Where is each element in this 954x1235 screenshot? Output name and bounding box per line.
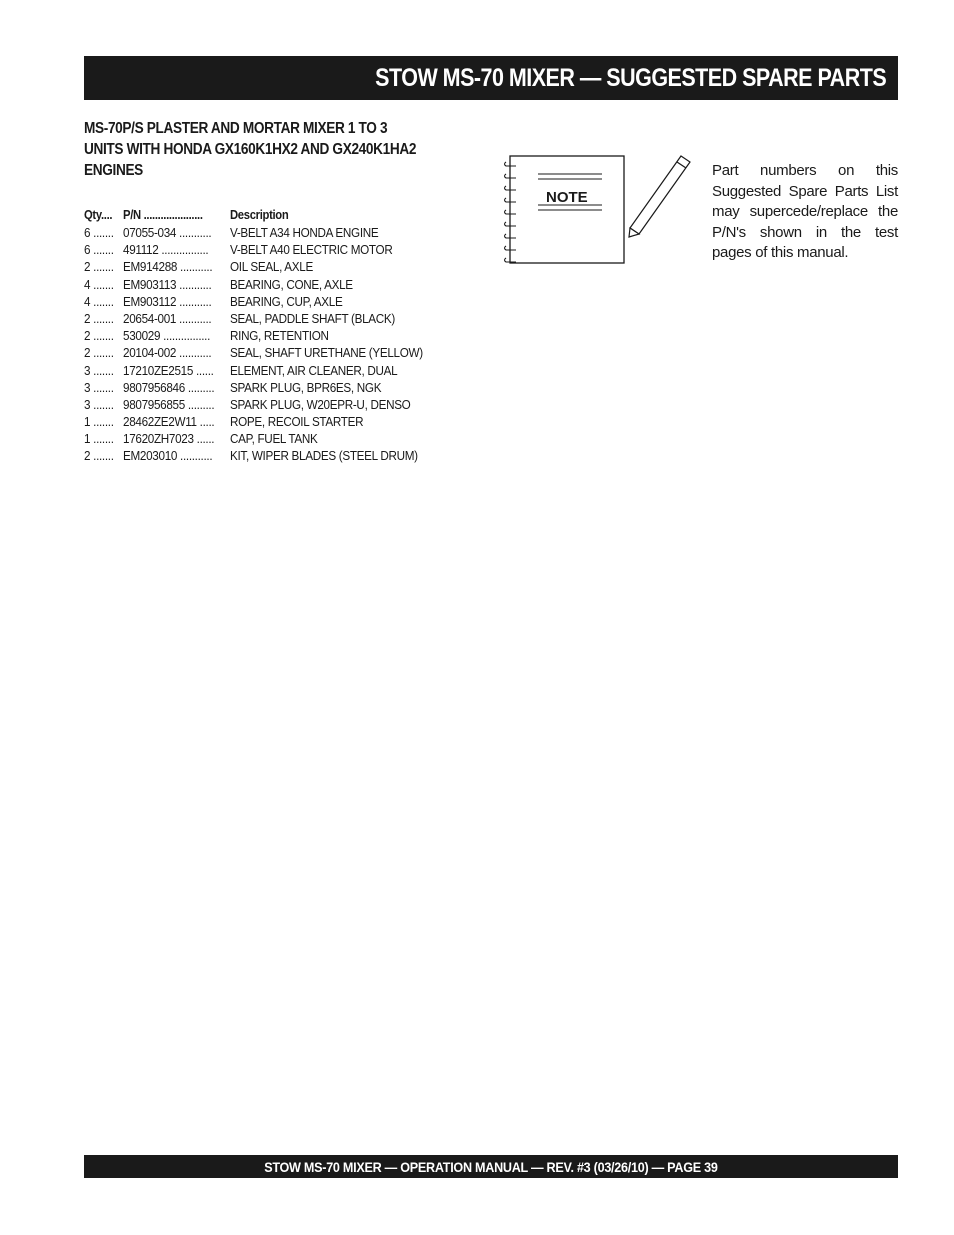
parts-list-row bbox=[84, 327, 464, 344]
part-description: BEARING, CUP, AXLE bbox=[230, 293, 343, 309]
part-description: CAP, FUEL TANK bbox=[230, 431, 318, 447]
part-description: RING, RETENTION bbox=[230, 328, 329, 344]
part-number: 17620ZH7023 ...... bbox=[123, 431, 215, 447]
parts-list-row bbox=[84, 310, 464, 327]
part-number: 491112 ................ bbox=[123, 242, 209, 258]
parts-list-header bbox=[84, 206, 464, 224]
part-number: EM903112 ........... bbox=[123, 293, 212, 309]
parts-list-row bbox=[84, 379, 464, 396]
part-qty: 2 ....... bbox=[84, 259, 114, 275]
part-description: V-BELT A34 HONDA ENGINE bbox=[230, 225, 379, 240]
part-number: 9807956846 ......... bbox=[123, 379, 215, 395]
part-number: 07055-034 ........... bbox=[123, 225, 212, 240]
part-number: EM903113 ........... bbox=[123, 276, 212, 292]
part-number: 20654-001 ........... bbox=[123, 310, 212, 326]
parts-list-row bbox=[84, 413, 464, 430]
part-number: 17210ZE2515 ...... bbox=[123, 362, 214, 378]
parts-list-row bbox=[84, 241, 464, 258]
notepad-pencil-icon bbox=[498, 148, 698, 268]
parts-list-row bbox=[84, 430, 464, 447]
part-number: 530029 ................ bbox=[123, 328, 211, 344]
description-column-header: Description bbox=[230, 208, 289, 222]
parts-list-row bbox=[84, 224, 464, 241]
part-qty: 2 ....... bbox=[84, 345, 114, 361]
part-description: ROPE, RECOIL STARTER bbox=[230, 414, 364, 430]
note-text: Part numbers on this Suggested Spare Parts List may supercede/replace the P/N's shown in the test pages of this manual. bbox=[712, 162, 898, 261]
part-qty: 3 ....... bbox=[84, 396, 114, 412]
part-qty: 6 ....... bbox=[84, 242, 114, 258]
part-qty: 4 ....... bbox=[84, 293, 114, 309]
part-qty: 3 ....... bbox=[84, 362, 114, 378]
spare-parts-list bbox=[84, 206, 464, 465]
part-description: KIT, WIPER BLADES (STEEL DRUM) bbox=[230, 448, 418, 464]
parts-list-row bbox=[84, 258, 464, 275]
part-number: 28462ZE2W11 ..... bbox=[123, 414, 215, 430]
page-title: STOW MS-70 MIXER — SUGGESTED SPARE PARTS bbox=[375, 63, 886, 92]
part-description: ELEMENT, AIR CLEANER, DUAL bbox=[230, 362, 398, 378]
parts-list-row bbox=[84, 276, 464, 293]
part-description: OIL SEAL, AXLE bbox=[230, 259, 313, 275]
part-description: SEAL, PADDLE SHAFT (BLACK) bbox=[230, 310, 395, 326]
parts-list-row bbox=[84, 362, 464, 379]
section-heading bbox=[84, 118, 484, 181]
pn-column-header: P/N ..................... bbox=[123, 208, 203, 222]
part-number: EM914288 ........... bbox=[123, 259, 213, 275]
section-heading-line-3: ENGINES bbox=[84, 162, 143, 179]
part-qty: 2 ....... bbox=[84, 448, 114, 464]
section-heading-line-2: UNITS WITH HONDA GX160K1HX2 AND GX240K1HA2 bbox=[84, 141, 417, 158]
part-description: SPARK PLUG, W20EPR-U, DENSO bbox=[230, 396, 411, 412]
part-qty: 1 ....... bbox=[84, 414, 114, 430]
parts-list-row bbox=[84, 344, 464, 361]
part-qty: 2 ....... bbox=[84, 310, 114, 326]
part-description: SPARK PLUG, BPR6ES, NGK bbox=[230, 379, 382, 395]
page-footer bbox=[84, 1155, 898, 1178]
page-title-bar bbox=[84, 56, 898, 100]
part-number: 20104-002 ........... bbox=[123, 345, 212, 361]
part-description: BEARING, CONE, AXLE bbox=[230, 276, 353, 292]
note-label: NOTE bbox=[546, 189, 588, 206]
part-qty: 2 ....... bbox=[84, 328, 114, 344]
parts-list-row bbox=[84, 447, 464, 464]
section-heading-line-1: MS-70P/S PLASTER AND MORTAR MIXER 1 TO 3 bbox=[84, 120, 388, 137]
part-description: V-BELT A40 ELECTRIC MOTOR bbox=[230, 242, 393, 258]
note-graphic bbox=[498, 148, 698, 268]
part-qty: 6 ....... bbox=[84, 225, 114, 240]
part-qty: 4 ....... bbox=[84, 276, 114, 292]
part-description: SEAL, SHAFT URETHANE (YELLOW) bbox=[230, 345, 423, 361]
parts-list-row bbox=[84, 293, 464, 310]
part-number: 9807956855 ......... bbox=[123, 396, 215, 412]
footer-text: STOW MS-70 MIXER — OPERATION MANUAL — REV. #3 (03/26/10) — PAGE 39 bbox=[264, 1158, 718, 1175]
part-number: EM203010 ........... bbox=[123, 448, 213, 464]
part-qty: 1 ....... bbox=[84, 431, 114, 447]
part-qty: 3 ....... bbox=[84, 379, 114, 395]
parts-list-row bbox=[84, 396, 464, 413]
qty-column-header: Qty.... bbox=[84, 208, 113, 222]
